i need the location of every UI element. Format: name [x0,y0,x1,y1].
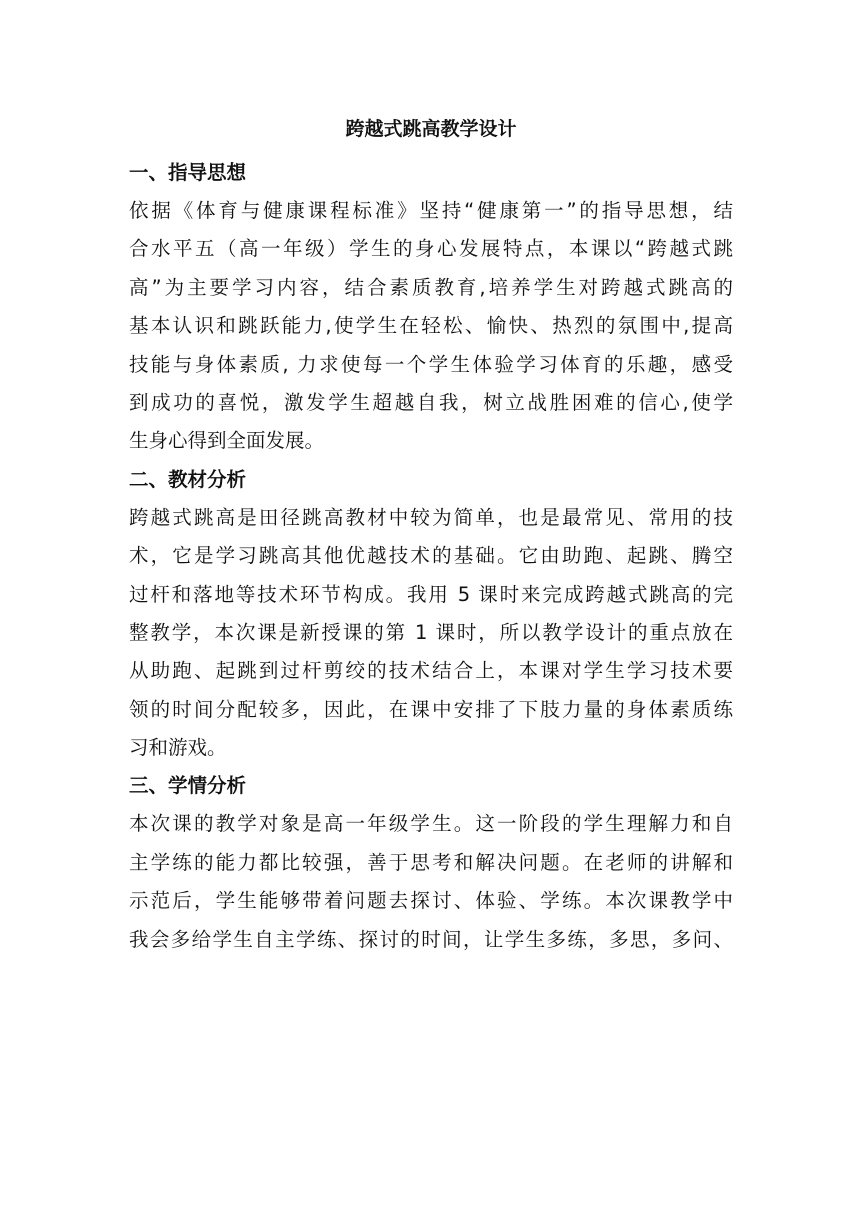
section-guiding-ideology [129,154,733,461]
paragraph-line: 示范后，学生能够带着问题去探讨、体验、学练。本次课教学中 [129,889,733,913]
paragraph-line: 到成功的喜悦，激发学生超越自我，树立战胜困难的信心,使学 [129,390,733,414]
section-heading: 一、指导思想 [129,161,247,184]
section-student-analysis [129,767,733,959]
section-paragraph [129,192,733,461]
section-material-analysis [129,461,733,768]
section-heading: 二、教材分析 [129,467,247,491]
paragraph-line: 从助跑、起跳到过杆剪绞的技术结合上，本课对学生学习技术要 [129,659,733,683]
paragraph-line: 本次课的教学对象是高一年级学生。这一阶段的学生理解力和自 [129,812,733,836]
section-paragraph [129,805,733,959]
paragraph-line: 依据《体育与健康课程标准》坚持“健康第一”的指导思想，结 [129,199,733,222]
paragraph-line: 主学练的能力都比较强，善于思考和解决问题。在老师的讲解和 [129,850,733,874]
document-content [129,112,733,959]
paragraph-line: 习和游戏。 [129,736,227,760]
paragraph-line: 术，它是学习跳高其他优越技术的基础。它由助跑、起跳、腾空 [129,544,733,568]
paragraph-line: 整教学，本次课是新授课的第 1 课时，所以教学设计的重点放在 [129,620,733,644]
paragraph-line: 技能与身体素质, 力求使每一个学生体验学习体育的乐趣，感受 [129,352,733,376]
paragraph-line: 合水平五（高一年级）学生的身心发展特点，本课以“跨越式跳 [129,237,733,261]
paragraph-line: 我会多给学生自主学练、探讨的时间，让学生多练，多思，多问、 [129,927,733,951]
document-title: 跨越式跳高教学设计 [345,118,517,140]
paragraph-line: 基本认识和跳跃能力,使学生在轻松、愉快、热烈的氛围中,提高 [129,314,733,338]
section-paragraph [129,499,733,768]
paragraph-line: 跨越式跳高是田径跳高教材中较为简单，也是最常见、常用的技 [129,505,733,529]
paragraph-line: 生身心得到全面发展。 [129,429,325,453]
paragraph-line: 高”为主要学习内容，结合素质教育,培养学生对跨越式跳高的 [129,275,733,299]
paragraph-line: 过杆和落地等技术环节构成。我用 5 课时来完成跨越式跳高的完 [129,582,733,606]
section-heading: 三、学情分析 [129,774,247,798]
paragraph-line: 领的时间分配较多，因此，在课中安排了下肢力量的身体素质练 [129,697,733,721]
